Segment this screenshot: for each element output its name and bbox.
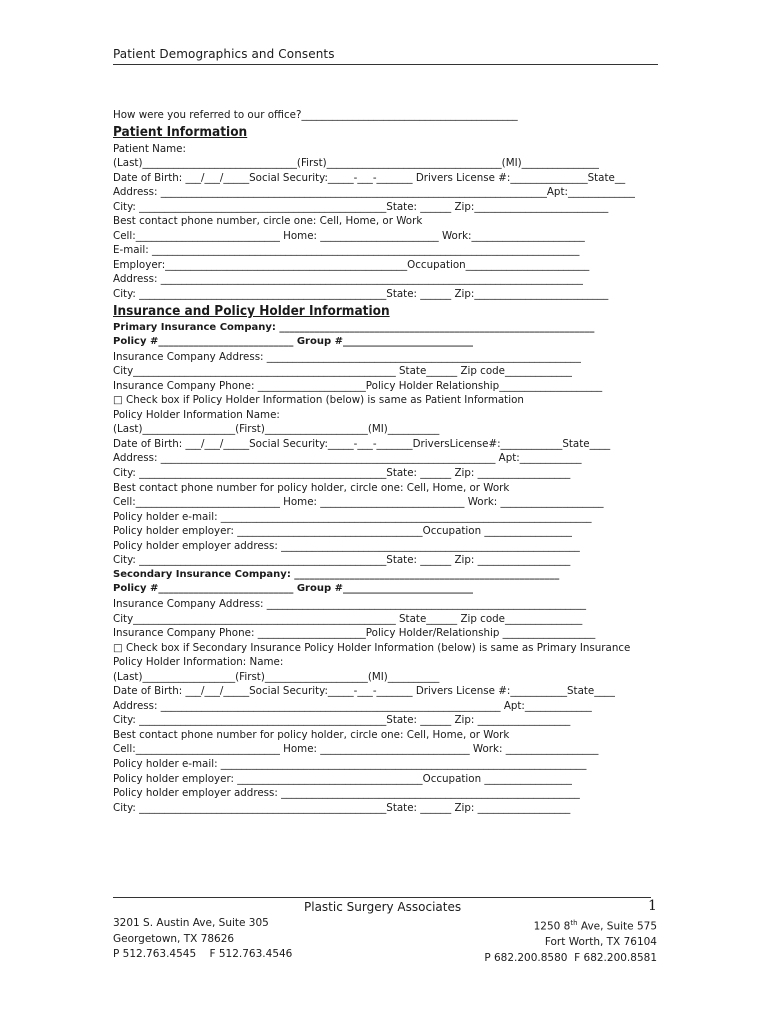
secondary-policy-group-field[interactable]: Policy #___________________________ Group #__________________________ (113, 583, 473, 595)
primary-line-0[interactable]: Insurance Company Address: _____________________________________________________________ (113, 350, 581, 363)
address-phone: P 512.763.4545 F 512.763.4546 (113, 948, 293, 960)
patient-line-8[interactable]: Employer:_______________________________________________Occupation________________________ (113, 258, 590, 271)
patient-line-0: Patient Name: (113, 142, 186, 155)
referral-line[interactable]: How were you referred to our office?__________________________________________ (113, 109, 518, 121)
patient-line-4[interactable]: City: ________________________________________________State: ______ Zip:__________________________ (113, 200, 609, 213)
patient-info-fields (113, 142, 673, 302)
patient-line-3[interactable]: Address: ___________________________________________________________________________Apt:_____________ (113, 186, 635, 199)
primary-line-9: Best contact phone number for policy holder, circle one: Cell, Home, or Work (113, 481, 510, 494)
form-body (113, 108, 673, 815)
secondary-line-3[interactable]: □ Check box if Secondary Insurance Policy Holder Information (below) is same as Primary Insurance (113, 641, 631, 654)
primary-line-11[interactable]: Policy holder e-mail: ________________________________________________________________________ (113, 510, 592, 523)
secondary-line-5[interactable]: (Last)__________________(First)____________________(MI)__________ (113, 670, 440, 683)
secondary-line-0[interactable]: Insurance Company Address: ______________________________________________________________ (113, 597, 587, 610)
patient-line-5: Best contact phone number, circle one: Cell, Home, or Work (113, 215, 423, 228)
secondary-insurance-fields (113, 597, 673, 815)
patient-info-heading: Patient Information (113, 123, 248, 140)
footer-practice-name: Plastic Surgery Associates (304, 900, 462, 914)
primary-line-10[interactable]: Cell:____________________________ Home: ____________________________ Work: ____________________ (113, 496, 604, 509)
secondary-line-4: Policy Holder Information: Name: (113, 656, 284, 669)
address-city: Fort Worth, TX 76104 (544, 936, 657, 948)
footer-address-georgetown (113, 916, 292, 963)
patient-line-7[interactable]: E-mail: ___________________________________________________________________________________ (113, 244, 580, 257)
secondary-line-10[interactable]: Cell:____________________________ Home: _____________________________ Work: __________________ (113, 743, 599, 756)
primary-line-7[interactable]: Address: _________________________________________________________________ Apt:____________ (113, 452, 582, 465)
primary-insurance-company-field[interactable]: Primary Insurance Company: _______________________________________________________________ (113, 321, 595, 333)
footer-divider (113, 897, 651, 898)
patient-line-10[interactable]: City: ________________________________________________State: ______ Zip:__________________________ (113, 288, 609, 301)
primary-line-5[interactable]: (Last)__________________(First)____________________(MI)__________ (113, 423, 440, 436)
secondary-insurance-company-field[interactable]: Secondary Insurance Company: _____________________________________________________ (113, 568, 560, 580)
primary-line-12[interactable]: Policy holder employer: ____________________________________Occupation _________________ (113, 525, 572, 538)
footer-address-fort-worth (484, 916, 657, 966)
secondary-line-6[interactable]: Date of Birth: ___/___/_____Social Security:_____-___-_______ Drivers License #:___________State____ (113, 685, 615, 698)
primary-line-1[interactable]: City___________________________________________________ State______ Zip code_____________ (113, 365, 572, 378)
address-city: Georgetown, TX 78626 (113, 932, 235, 945)
primary-line-14[interactable]: City: ________________________________________________State: ______ Zip: __________________ (113, 554, 571, 567)
page-header-title: Patient Demographics and Consents (113, 47, 335, 61)
secondary-line-1[interactable]: City___________________________________________________ State______ Zip code_______________ (113, 612, 583, 625)
secondary-line-14[interactable]: City: ________________________________________________State: ______ Zip: __________________ (113, 801, 571, 814)
patient-line-2[interactable]: Date of Birth: ___/___/_____Social Security:_____-___-_______ Drivers License #:_______________State__ (113, 171, 626, 184)
address-phone: P 682.200.8580 F 682.200.8581 (484, 951, 657, 964)
primary-policy-group-field[interactable]: Policy #___________________________ Group #__________________________ (113, 336, 473, 348)
header-divider (113, 64, 658, 65)
secondary-line-7[interactable]: Address: __________________________________________________________________ Apt:_____________ (113, 699, 592, 712)
secondary-line-11[interactable]: Policy holder e-mail: _______________________________________________________________________ (113, 757, 587, 770)
secondary-line-13[interactable]: Policy holder employer address: __________________________________________________________ (113, 787, 580, 800)
primary-line-4: Policy Holder Information Name: (113, 408, 280, 421)
address-street: 1250 8th Ave, Suite 575 (533, 919, 657, 933)
secondary-line-2[interactable]: Insurance Company Phone: _____________________Policy Holder/Relationship __________________ (113, 627, 596, 640)
patient-line-6[interactable]: Cell:____________________________ Home: _______________________ Work:______________________ (113, 229, 585, 242)
patient-line-9[interactable]: Address: __________________________________________________________________________________ (113, 273, 583, 286)
primary-line-2[interactable]: Insurance Company Phone: _____________________Policy Holder Relationship____________________ (113, 379, 603, 392)
primary-line-6[interactable]: Date of Birth: ___/___/_____Social Security:_____-___-_______DriversLicense#:____________State____ (113, 437, 611, 450)
page-number: 1 (648, 898, 657, 914)
secondary-line-8[interactable]: City: ________________________________________________State: ______ Zip: __________________ (113, 714, 571, 727)
patient-line-1[interactable]: (Last)______________________________(First)__________________________________(MI)_______________ (113, 157, 599, 170)
primary-line-8[interactable]: City: ________________________________________________State: ______ Zip: __________________ (113, 467, 571, 480)
secondary-line-9: Best contact phone number for policy holder, circle one: Cell, Home, or Work (113, 728, 510, 741)
insurance-heading: Insurance and Policy Holder Information (113, 302, 390, 319)
address-street: 3201 S. Austin Ave, Suite 305 (113, 917, 269, 929)
secondary-line-12[interactable]: Policy holder employer: ____________________________________Occupation _________________ (113, 772, 572, 785)
primary-insurance-fields (113, 350, 673, 568)
primary-line-13[interactable]: Policy holder employer address: __________________________________________________________ (113, 539, 580, 552)
primary-line-3[interactable]: □ Check box if Policy Holder Information (below) is same as Patient Information (113, 394, 524, 407)
